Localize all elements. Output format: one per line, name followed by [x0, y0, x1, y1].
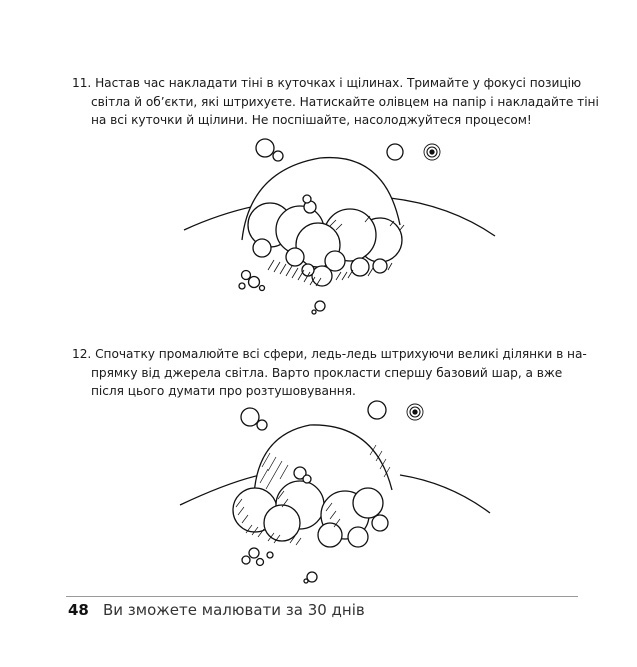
step-12-number: 12. — [72, 347, 92, 361]
footer-divider — [66, 596, 578, 597]
book-title: Ви зможете малювати за 30 днів — [103, 601, 365, 619]
page-number: 48 — [68, 601, 89, 619]
light-source-icon — [424, 144, 440, 160]
step-12-line-3: після цього думати про розтушовування. — [91, 384, 356, 399]
light-source-icon — [407, 404, 423, 420]
floating-sphere — [241, 408, 259, 426]
floating-sphere — [368, 401, 386, 419]
floating-sphere — [273, 151, 283, 161]
step-12-line-2: прямку від джерела світла. Варто прокласти спершу базовий шар, а вже — [91, 365, 563, 380]
step-11-line-1: 11. Настав час накладати тіні в куточках і щілинах. Тримайте у фокусі позицію — [72, 76, 582, 90]
step-11-number: 11. — [72, 76, 92, 90]
floating-sphere — [257, 420, 267, 430]
floating-sphere — [256, 139, 274, 157]
sketch-step-11 — [150, 130, 510, 320]
step-11-line-3: на всі куточки й щілини. Не поспішайте, насолоджуйтеся процесом! — [91, 113, 532, 128]
step-11-line-2: світла й об’єкти, які штрихуєте. Натискайте олівцем на папір і накладайте тіні — [91, 94, 599, 109]
sketch-step-12 — [150, 395, 510, 590]
step-12-line-1: 12. Спочатку промалюйте всі сфери, ледь-ледь штрихуючи великі ділянки в на- — [72, 347, 587, 361]
step-12-instructions — [72, 345, 587, 401]
floating-sphere — [387, 144, 403, 160]
step-11-instructions — [72, 74, 599, 130]
